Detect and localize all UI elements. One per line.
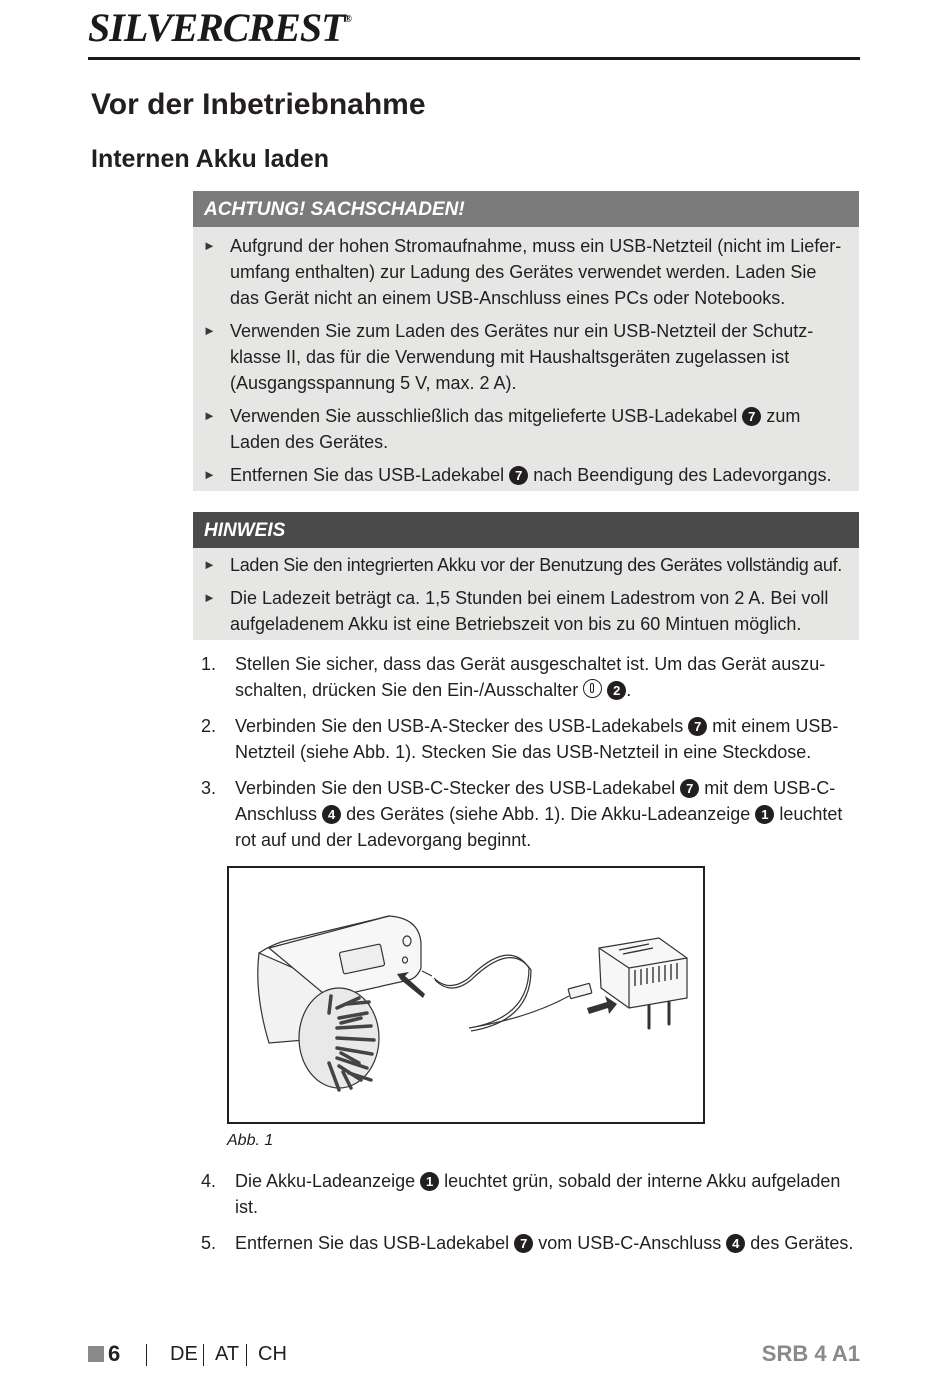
warning-text: Verwenden Sie zum Laden des Gerätes nur ein USB-Netzteil der Schutz-	[230, 321, 814, 341]
warning-text: nach Beendigung des Ladevorgangs.	[533, 465, 832, 485]
step-text: Netzteil (siehe Abb. 1). Stecken Sie das USB-Netzteil in eine Steckdose.	[235, 742, 812, 762]
step-text: vom USB-C-Anschluss	[538, 1233, 722, 1253]
part-number-badge: 7	[742, 407, 761, 426]
usb-power-adapter	[599, 938, 687, 1008]
usb-a-plug	[568, 983, 592, 998]
notice-box	[193, 512, 859, 640]
step-item	[201, 775, 871, 853]
step-text: des Gerätes.	[750, 1233, 854, 1253]
warning-item	[193, 462, 859, 488]
step-text: leuchtet	[779, 804, 843, 824]
part-number-badge: 1	[420, 1172, 439, 1191]
step-text: mit einem USB-	[712, 716, 839, 736]
warning-item	[193, 233, 859, 311]
step-text: Verbinden Sie den USB-C-Stecker des USB-Ladekabel	[235, 778, 676, 798]
warning-item	[193, 318, 859, 396]
notice-text: Die Ladezeit beträgt ca. 1,5 Stunden bei einem Ladestrom von 2 A. Bei voll	[230, 588, 829, 608]
power-button-icon	[583, 679, 602, 698]
country-code: AT	[215, 1343, 240, 1365]
warning-box	[193, 191, 859, 491]
warning-item	[193, 403, 859, 455]
warning-text: Verwenden Sie ausschließlich das mitgelieferte USB-Ladekabel	[230, 406, 738, 426]
warning-text: (Ausgangsspannung 5 V, max. 2 A).	[230, 373, 517, 393]
charging-illustration	[229, 868, 703, 1122]
bullet-arrow-icon: ►	[203, 408, 216, 423]
part-number-badge: 2	[607, 681, 626, 700]
warning-text: Aufgrund der hohen Stromaufnahme, muss ein USB-Netzteil (nicht im Liefer-	[230, 236, 842, 256]
step-text: Entfernen Sie das USB-Ladekabel	[235, 1233, 510, 1253]
step-text: Die Akku-Ladeanzeige	[235, 1171, 416, 1191]
bullet-arrow-icon: ►	[203, 467, 216, 482]
step-text: schalten, drücken Sie den Ein-/Ausschalter	[235, 680, 579, 700]
step-item	[201, 1168, 871, 1220]
bullet-arrow-icon: ►	[203, 323, 216, 338]
part-number-badge: 7	[514, 1234, 533, 1253]
figure-frame	[227, 866, 705, 1124]
footer-divider	[246, 1344, 247, 1366]
part-number-badge: 4	[322, 805, 341, 824]
warning-text: Laden des Gerätes.	[230, 432, 389, 452]
step-item	[201, 651, 871, 703]
notice-item	[193, 552, 859, 578]
warning-text: umfang enthalten) zur Ladung des Gerätes verwendet werden. Laden Sie	[230, 262, 817, 282]
warning-text: klasse II, das für die Verwendung mit Haushaltsgeräten zugelassen ist	[230, 347, 790, 367]
header-rule	[88, 57, 860, 60]
step-text: des Gerätes (siehe Abb. 1). Die Akku-Ladeanzeige	[346, 804, 751, 824]
part-number-badge: 7	[680, 779, 699, 798]
part-number-badge: 4	[726, 1234, 745, 1253]
warning-text: zum	[766, 406, 801, 426]
figure-caption: Abb. 1	[227, 1132, 274, 1149]
bullet-arrow-icon: ►	[203, 238, 216, 253]
step-text: Anschluss	[235, 804, 318, 824]
step-item	[201, 1230, 871, 1256]
brand-logo: SILVERCREST®	[88, 5, 352, 50]
bullet-arrow-icon: ►	[203, 557, 216, 572]
page-marker-icon	[88, 1346, 104, 1362]
notice-text: aufgeladenem Akku ist eine Betriebszeit von bis zu 60 Mintuen möglich.	[230, 614, 802, 634]
step-text: Verbinden Sie den USB-A-Stecker des USB-Ladekabels	[235, 716, 684, 736]
model-number: SRB 4 A1	[761, 1341, 860, 1366]
step-number: 3.	[201, 778, 217, 798]
country-code: DE	[170, 1343, 198, 1365]
adapter-prongs	[649, 1002, 669, 1028]
step-text: ist.	[235, 1197, 259, 1217]
step-number: 2.	[201, 716, 217, 736]
step-item	[201, 713, 871, 765]
steps-list	[201, 651, 871, 853]
notice-text: Laden Sie den integrierten Akku vor der Benutzung des Gerätes vollständig auf.	[230, 555, 843, 575]
step-text: mit dem USB-C-	[704, 778, 836, 798]
step-number: 5.	[201, 1233, 217, 1253]
country-code: CH	[258, 1343, 287, 1365]
notice-item	[193, 585, 859, 637]
footer-divider	[146, 1344, 147, 1366]
notice-heading: HINWEIS	[193, 512, 859, 548]
page-number: 6	[108, 1341, 121, 1366]
warning-text: das Gerät nicht an einem USB-Anschluss eines PCs oder Notebooks.	[230, 288, 786, 308]
step-number: 1.	[201, 654, 217, 674]
step-number: 4.	[201, 1171, 217, 1191]
part-number-badge: 1	[755, 805, 774, 824]
warning-heading: ACHTUNG! SACHSCHADEN!	[193, 191, 859, 227]
part-number-badge: 7	[688, 717, 707, 736]
section-title: Vor der Inbetriebnahme	[91, 88, 426, 121]
step-text: Stellen Sie sicher, dass das Gerät ausgeschaltet ist. Um das Gerät auszu-	[235, 654, 826, 674]
part-number-badge: 7	[509, 466, 528, 485]
usb-cable	[422, 955, 592, 1031]
steps-list	[201, 1168, 871, 1256]
step-text: .	[626, 680, 632, 700]
subsection-title: Internen Akku laden	[91, 145, 330, 173]
warning-text: Entfernen Sie das USB-Ladekabel	[230, 465, 505, 485]
footer-divider	[203, 1344, 204, 1366]
step-text: leuchtet grün, sobald der interne Akku aufgeladen	[444, 1171, 841, 1191]
bullet-arrow-icon: ►	[203, 590, 216, 605]
step-text: rot auf und der Ladevorgang beginnt.	[235, 830, 532, 850]
